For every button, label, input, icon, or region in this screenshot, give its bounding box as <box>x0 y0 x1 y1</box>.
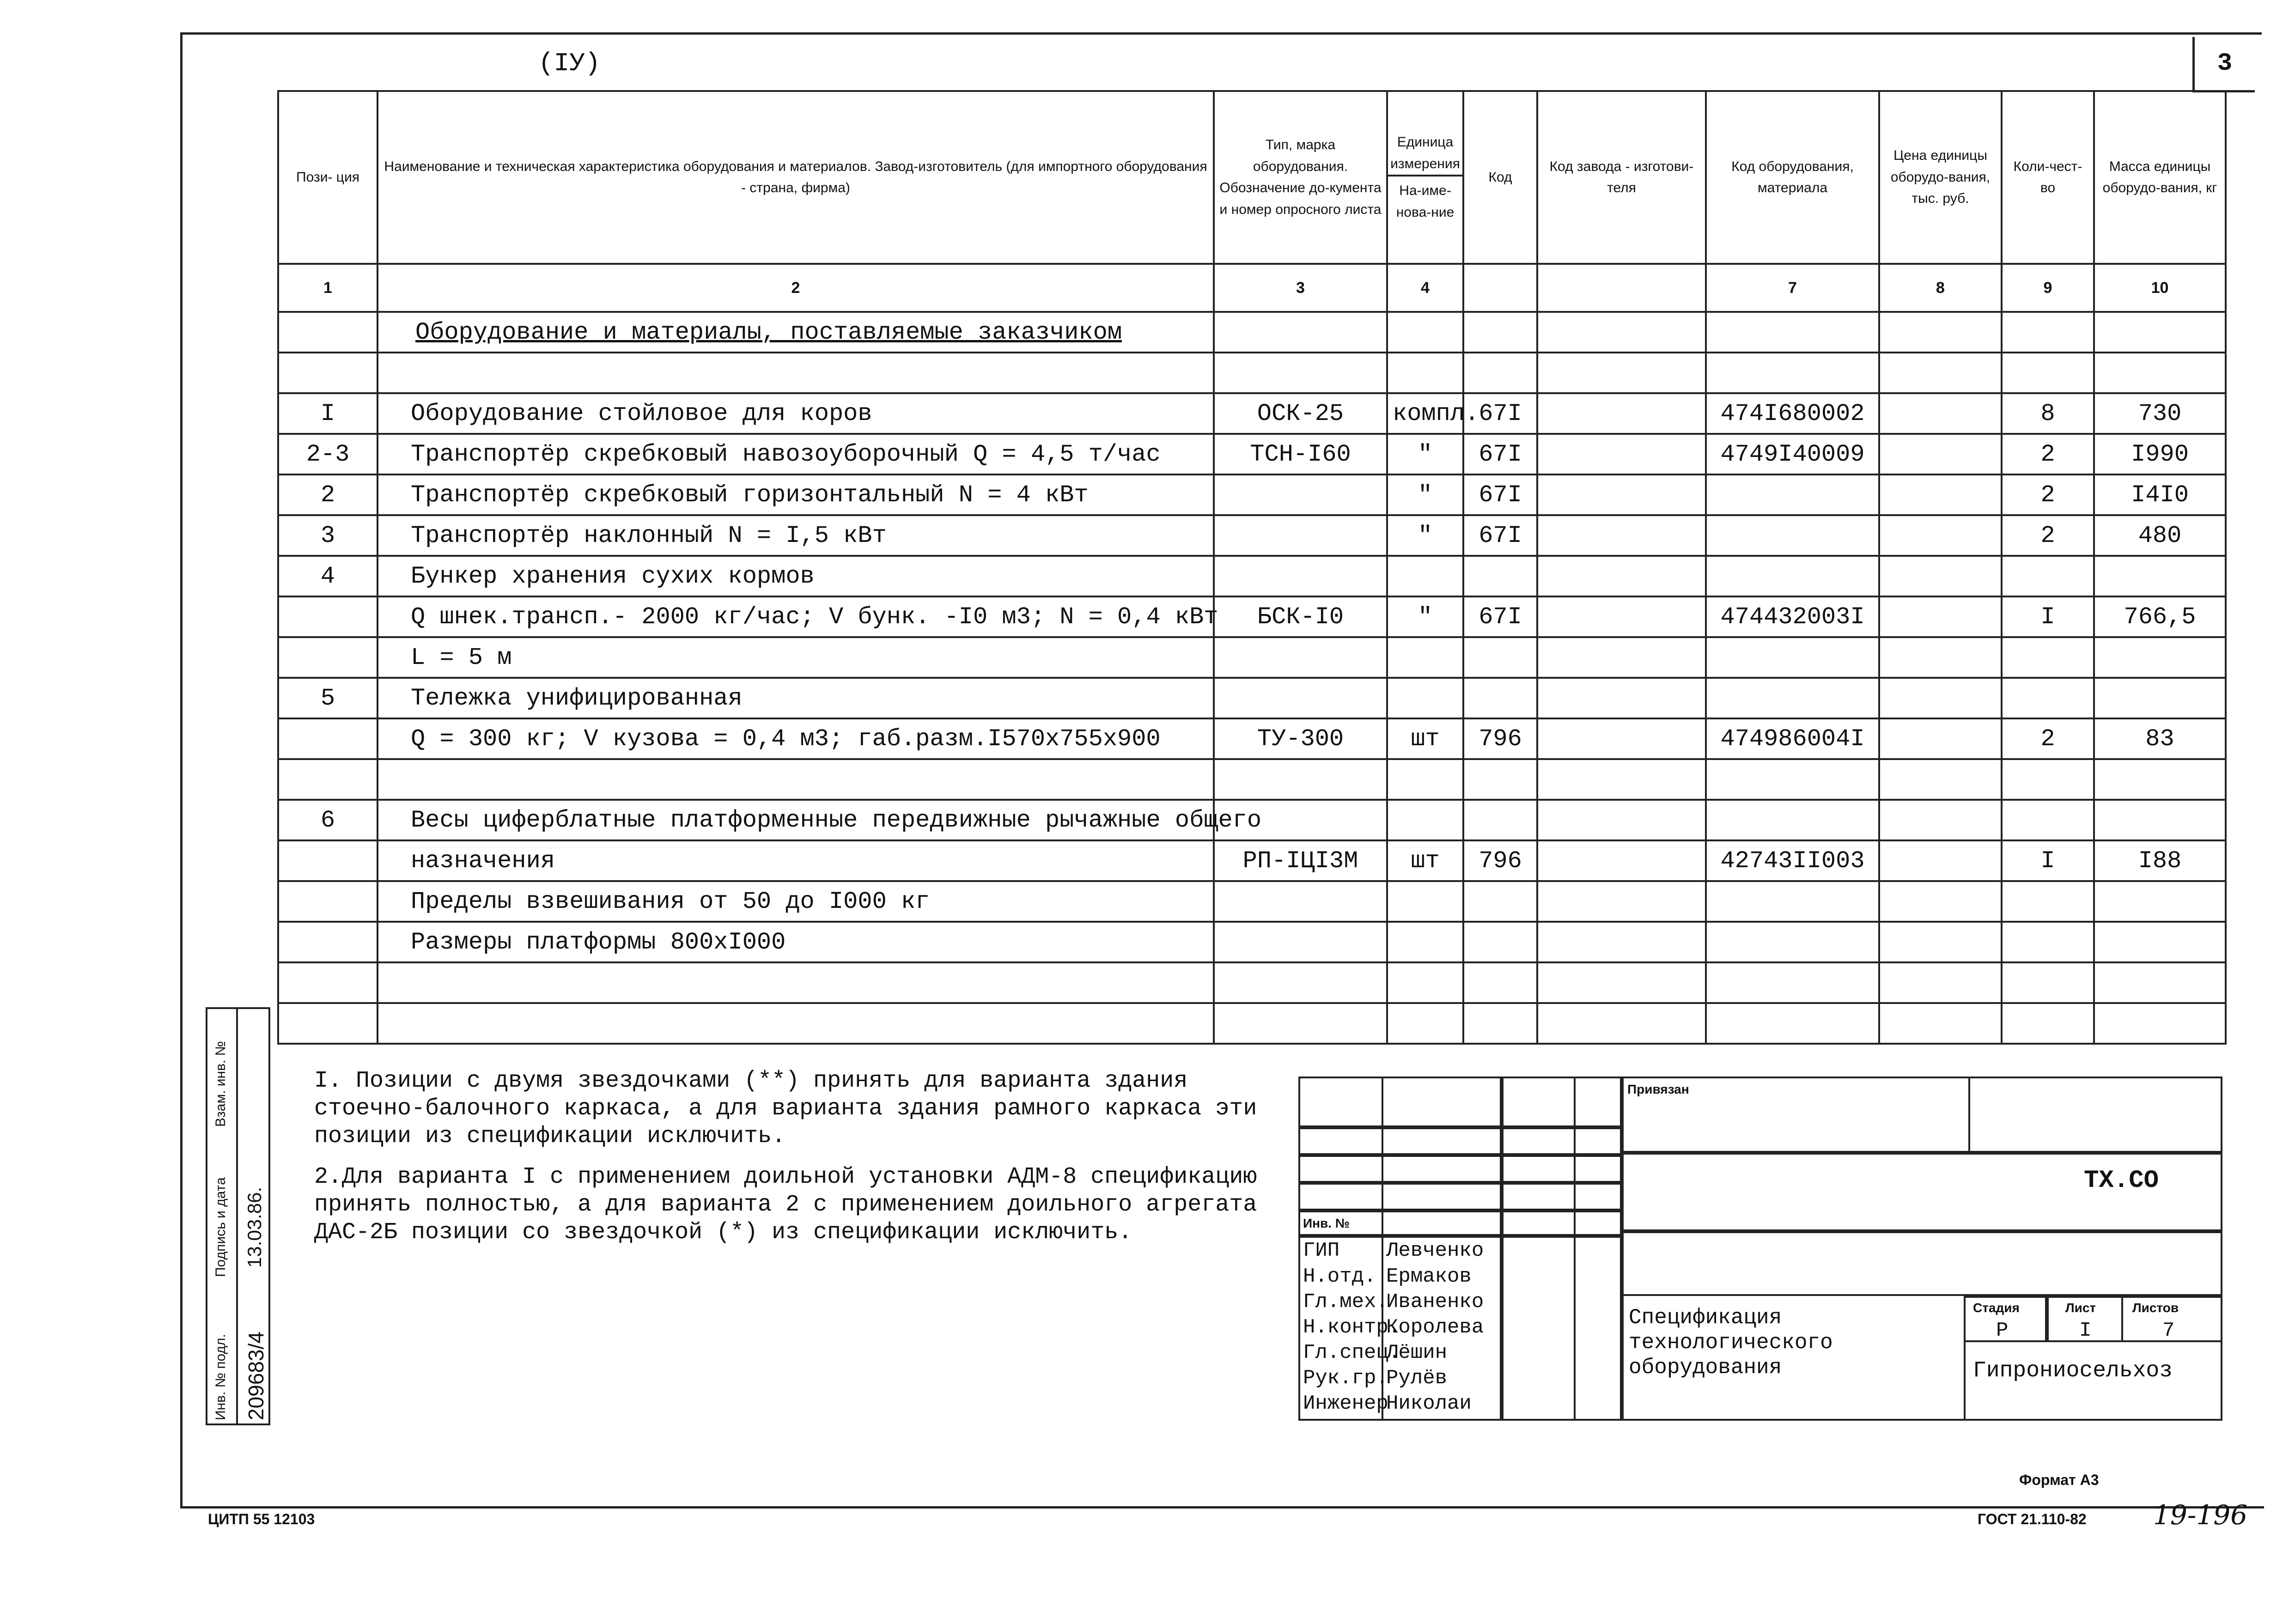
cell-code: 796 <box>1463 840 1537 881</box>
footer-left: ЦИТП 55 12103 <box>208 1511 315 1527</box>
cell-mass <box>2094 353 2226 393</box>
cell-plant <box>1537 881 1706 922</box>
col-num: 8 <box>1879 264 2002 312</box>
cell-type <box>1214 678 1387 718</box>
cell-name: Транспортёр скребковый навозоуборочный Q = 4,5 т/час <box>377 434 1214 474</box>
cell-plant <box>1537 922 1706 962</box>
cell-pos: 5 <box>278 678 377 718</box>
cell-equip-code <box>1706 515 1879 556</box>
cell-unit <box>1387 678 1463 718</box>
sheet-label: Лист <box>2065 1301 2096 1315</box>
cell-plant <box>1537 962 1706 1003</box>
part-label: (IУ) <box>538 49 601 78</box>
cell-plant <box>1537 718 1706 759</box>
table-row <box>278 556 2226 596</box>
cell-plant <box>1537 678 1706 718</box>
cell-pos: 2 <box>278 474 377 515</box>
cell-type <box>1214 962 1387 1003</box>
stage-value: Р <box>1996 1319 2009 1342</box>
col-unit-name-header <box>1387 91 1463 264</box>
cell-type <box>1214 515 1387 556</box>
cell-equip-code <box>1706 962 1879 1003</box>
signer-name: Ермаков <box>1386 1265 1472 1288</box>
signer-role: Инженер <box>1303 1392 1388 1415</box>
cell-plant <box>1537 474 1706 515</box>
cell-name: Оборудование стойловое для коров <box>377 393 1214 434</box>
col-name-header: Наименование и техническая характеристика оборудования и материалов. Завод-изготовитель (для импортного оборудования - страна, фирма) <box>377 91 1214 264</box>
cell-pos <box>278 881 377 922</box>
cell-qty: I <box>2002 840 2094 881</box>
cell-code <box>1463 800 1537 840</box>
cell-price <box>1879 718 2002 759</box>
cell-plant <box>1537 1003 1706 1044</box>
signature-label: Подпись и дата <box>213 1177 228 1277</box>
signer-name: Левченко <box>1386 1239 1484 1262</box>
table-row <box>278 474 2226 515</box>
cell-pos <box>278 596 377 637</box>
cell-code: 67I <box>1463 474 1537 515</box>
cell-mass <box>2094 962 2226 1003</box>
cell-equip-code <box>1706 800 1879 840</box>
cell-qty: 2 <box>2002 718 2094 759</box>
cell-unit <box>1387 1003 1463 1044</box>
cell-mass <box>2094 637 2226 678</box>
cell-mass: 730 <box>2094 393 2226 434</box>
sheets-label: Листов <box>2132 1301 2179 1315</box>
cell-plant <box>1537 800 1706 840</box>
col-num: 3 <box>1214 264 1387 312</box>
gost-label: ГОСТ 21.110-82 <box>1978 1511 2087 1527</box>
stage-label: Стадия <box>1973 1301 2020 1315</box>
cell-name: Q = 300 кг; V кузова = 0,4 м3; габ.разм.I570x755x900 <box>377 718 1214 759</box>
cell-plant <box>1537 840 1706 881</box>
cell-code <box>1463 962 1537 1003</box>
cell-qty: 2 <box>2002 515 2094 556</box>
inv-label: Инв. № <box>1303 1216 1350 1230</box>
date-value: 13.03.86. <box>244 1186 265 1268</box>
cell-pos <box>278 637 377 678</box>
cell-equip-code <box>1706 637 1879 678</box>
doc-title: Спецификация технологического оборудования <box>1629 1306 1833 1380</box>
cell-qty <box>2002 678 2094 718</box>
signer-role: Н.отд. <box>1303 1265 1376 1288</box>
col-type-header: Тип, марка оборудования. Обозначение до-кумента и номер опросного листа <box>1214 91 1387 264</box>
sheets-value: 7 <box>2162 1319 2175 1342</box>
cell-plant <box>1537 637 1706 678</box>
table-row <box>278 515 2226 556</box>
cell-code: 67I <box>1463 434 1537 474</box>
cell-unit: шт <box>1387 840 1463 881</box>
signer-name: Королева <box>1386 1316 1484 1339</box>
cell-mass: 766,5 <box>2094 596 2226 637</box>
cell-unit <box>1387 800 1463 840</box>
note-1: I. Позиции с двумя звездочками (**) принять для варианта здания стоечно-балочного каркаса, а для варианта здания рамного каркаса эти позиции из спецификации исключить. <box>314 1068 1257 1150</box>
table-row <box>278 840 2226 881</box>
col-num <box>1463 264 1537 312</box>
side-strip <box>206 1007 270 1425</box>
cell-qty <box>2002 881 2094 922</box>
column-number-row <box>278 264 2226 312</box>
cell-code: 67I <box>1463 393 1537 434</box>
cell-price <box>1879 678 2002 718</box>
inv-value: 209683/4 <box>244 1332 268 1420</box>
cell-type <box>1214 881 1387 922</box>
cell-mass <box>2094 922 2226 962</box>
col-position-header: Пози- ция <box>278 91 377 264</box>
cell-plant <box>1537 393 1706 434</box>
cell-name <box>377 353 1214 393</box>
section-title: Оборудование и материалы, поставляемые заказчиком <box>377 312 1214 353</box>
cell-qty: 8 <box>2002 393 2094 434</box>
cell-type <box>1214 637 1387 678</box>
cell-price <box>1879 800 2002 840</box>
table-body <box>278 353 2226 1044</box>
replace-label: Взам. инв. № <box>213 1041 228 1127</box>
title-block <box>1298 1077 2222 1421</box>
cell-price <box>1879 922 2002 962</box>
sheet-number: 3 <box>2217 49 2233 78</box>
cell-price <box>1879 840 2002 881</box>
cell-type <box>1214 759 1387 800</box>
cell-equip-code <box>1706 474 1879 515</box>
cell-mass <box>2094 556 2226 596</box>
cell-code <box>1463 556 1537 596</box>
cell-type: БСК-I0 <box>1214 596 1387 637</box>
cell-equip-code <box>1706 881 1879 922</box>
unit-group-header: Единица измерения <box>1388 132 1462 176</box>
cell-qty <box>2002 962 2094 1003</box>
specification-table <box>277 90 2227 1045</box>
cell-equip-code: 474986004I <box>1706 718 1879 759</box>
cell-qty: 2 <box>2002 474 2094 515</box>
cell-unit: компл. <box>1387 393 1463 434</box>
header-row <box>278 91 2226 264</box>
cell-pos <box>278 840 377 881</box>
cell-code <box>1463 881 1537 922</box>
cell-unit <box>1387 881 1463 922</box>
col-equip-code-header: Код оборудования, материала <box>1706 91 1879 264</box>
table-row <box>278 393 2226 434</box>
cell-code <box>1463 637 1537 678</box>
sheet-value: I <box>2079 1319 2092 1342</box>
cell-mass: I990 <box>2094 434 2226 474</box>
col-plant-code-header: Код завода - изготови-теля <box>1537 91 1706 264</box>
cell-pos: I <box>278 393 377 434</box>
table-row <box>278 596 2226 637</box>
cell-name: Транспортёр наклонный N = I,5 кВт <box>377 515 1214 556</box>
signer-role: Н.контр. <box>1303 1316 1401 1339</box>
table-row <box>278 718 2226 759</box>
cell-qty <box>2002 800 2094 840</box>
cell-plant <box>1537 434 1706 474</box>
cell-mass: 480 <box>2094 515 2226 556</box>
col-num: 9 <box>2002 264 2094 312</box>
cell-plant <box>1537 515 1706 556</box>
cell-name: Q шнек.трансп.- 2000 кг/час; V бунк. -I0 м3; N = 0,4 кВт <box>377 596 1214 637</box>
col-num: 10 <box>2094 264 2226 312</box>
cell-mass <box>2094 800 2226 840</box>
cell-qty: I <box>2002 596 2094 637</box>
cell-pos: 6 <box>278 800 377 840</box>
organization: Гипрониосельхоз <box>1973 1358 2173 1383</box>
cell-pos: 2-3 <box>278 434 377 474</box>
cell-type: ТУ-300 <box>1214 718 1387 759</box>
cell-unit: " <box>1387 596 1463 637</box>
cell-unit <box>1387 922 1463 962</box>
cell-equip-code <box>1706 759 1879 800</box>
cell-price <box>1879 962 2002 1003</box>
cell-pos <box>278 962 377 1003</box>
cell-plant <box>1537 759 1706 800</box>
cell-qty <box>2002 637 2094 678</box>
cell-qty <box>2002 353 2094 393</box>
col-mass-header: Масса единицы оборудо-вания, кг <box>2094 91 2226 264</box>
cell-mass: 83 <box>2094 718 2226 759</box>
cell-qty <box>2002 922 2094 962</box>
cell-plant <box>1537 353 1706 393</box>
cell-price <box>1879 393 2002 434</box>
cell-price <box>1879 596 2002 637</box>
col-price-header: Цена единицы оборудо-вания, тыс. руб. <box>1879 91 2002 264</box>
cell-unit <box>1387 759 1463 800</box>
cell-qty <box>2002 759 2094 800</box>
col-num: 2 <box>377 264 1214 312</box>
cell-price <box>1879 759 2002 800</box>
col-unit-code-header: Код <box>1463 91 1537 264</box>
cell-equip-code <box>1706 1003 1879 1044</box>
cell-code: 67I <box>1463 515 1537 556</box>
signer-role: Гл.мех. <box>1303 1290 1388 1314</box>
cell-price <box>1879 881 2002 922</box>
cell-type <box>1214 922 1387 962</box>
cell-unit: " <box>1387 515 1463 556</box>
cell-pos <box>278 353 377 393</box>
cell-equip-code: 474I680002 <box>1706 393 1879 434</box>
cell-unit: " <box>1387 434 1463 474</box>
signer-role: Гл.спец. <box>1303 1341 1401 1364</box>
table-row <box>278 1003 2226 1044</box>
cell-plant <box>1537 596 1706 637</box>
cell-name: Бункер хранения сухих кормов <box>377 556 1214 596</box>
table-row <box>278 881 2226 922</box>
table-row <box>278 678 2226 718</box>
col-num: 4 <box>1387 264 1463 312</box>
table-row <box>278 353 2226 393</box>
cell-mass: I4I0 <box>2094 474 2226 515</box>
cell-equip-code <box>1706 922 1879 962</box>
cell-mass: I88 <box>2094 840 2226 881</box>
cell-price <box>1879 474 2002 515</box>
cell-name <box>377 1003 1214 1044</box>
table-row <box>278 637 2226 678</box>
cell-type <box>1214 353 1387 393</box>
cell-type: ТСН-I60 <box>1214 434 1387 474</box>
cell-unit <box>1387 353 1463 393</box>
col-num: 1 <box>278 264 377 312</box>
cell-name: L = 5 м <box>377 637 1214 678</box>
cell-unit: шт <box>1387 718 1463 759</box>
cell-type: РП-IЦI3М <box>1214 840 1387 881</box>
cell-mass <box>2094 1003 2226 1044</box>
cell-code <box>1463 922 1537 962</box>
table-row <box>278 922 2226 962</box>
cell-equip-code: 474432003I <box>1706 596 1879 637</box>
cell-name: Транспортёр скребковый горизонтальный N = 4 кВт <box>377 474 1214 515</box>
signer-name: Николаи <box>1386 1392 1472 1415</box>
cell-code: 796 <box>1463 718 1537 759</box>
format-label: Формат А3 <box>2019 1472 2099 1488</box>
cell-name <box>377 759 1214 800</box>
cell-code <box>1463 1003 1537 1044</box>
signer-name: Иваненко <box>1386 1290 1484 1314</box>
doc-code: TX.CO <box>2084 1167 2159 1195</box>
cell-name: назначения <box>377 840 1214 881</box>
cell-plant <box>1537 556 1706 596</box>
cell-equip-code: 42743II003 <box>1706 840 1879 881</box>
cell-price <box>1879 434 2002 474</box>
cell-unit <box>1387 637 1463 678</box>
cell-type <box>1214 556 1387 596</box>
cell-qty: 2 <box>2002 434 2094 474</box>
section-title-row <box>278 312 2226 353</box>
cell-unit: " <box>1387 474 1463 515</box>
signer-name: Рулёв <box>1386 1367 1448 1390</box>
cell-unit <box>1387 556 1463 596</box>
cell-equip-code <box>1706 353 1879 393</box>
table-row <box>278 962 2226 1003</box>
cell-mass <box>2094 881 2226 922</box>
cell-pos <box>278 1003 377 1044</box>
signer-role: ГИП <box>1303 1239 1340 1262</box>
cell-code <box>1463 759 1537 800</box>
cell-code: 67I <box>1463 596 1537 637</box>
cell-equip-code <box>1706 556 1879 596</box>
cell-price <box>1879 515 2002 556</box>
table-row <box>278 759 2226 800</box>
cell-name: Пределы взвешивания от 50 до I000 кг <box>377 881 1214 922</box>
col-qty-header: Коли-чест-во <box>2002 91 2094 264</box>
signer-role: Рук.гр. <box>1303 1367 1388 1390</box>
cell-type <box>1214 474 1387 515</box>
sheet-number-box <box>2192 37 2255 92</box>
cell-price <box>1879 556 2002 596</box>
cell-name: Размеры платформы 800xI000 <box>377 922 1214 962</box>
cell-price <box>1879 353 2002 393</box>
cell-pos: 4 <box>278 556 377 596</box>
cell-equip-code <box>1706 678 1879 718</box>
note-2: 2.Для варианта I с применением доильной установки АДМ-8 спецификацию принять полностью, а для варианта 2 с применением доильного агрегата ДАС-2Б позиции со звездочкой (*) из спецификации исключить. <box>314 1164 1257 1246</box>
cell-code <box>1463 678 1537 718</box>
cell-name <box>377 962 1214 1003</box>
page-number: 19-196 <box>2153 1499 2248 1531</box>
cell-name: Тележка унифицированная <box>377 678 1214 718</box>
cell-pos <box>278 718 377 759</box>
cell-price <box>1879 1003 2002 1044</box>
cell-name: Весы циферблатные платформенные передвижные рычажные общего <box>377 800 1214 840</box>
col-num: 7 <box>1706 264 1879 312</box>
signer-name: Лёшин <box>1386 1341 1448 1364</box>
cell-unit <box>1387 962 1463 1003</box>
cell-pos <box>278 759 377 800</box>
cell-price <box>1879 637 2002 678</box>
cell-mass <box>2094 678 2226 718</box>
cell-type: ОСК-25 <box>1214 393 1387 434</box>
cell-mass <box>2094 759 2226 800</box>
table-row <box>278 434 2226 474</box>
notes <box>314 1067 1308 1259</box>
cell-equip-code: 4749I40009 <box>1706 434 1879 474</box>
col-num <box>1537 264 1706 312</box>
inv-no-label: Инв. № подл. <box>213 1334 228 1420</box>
cell-pos <box>278 922 377 962</box>
cell-code <box>1463 353 1537 393</box>
table-row <box>278 800 2226 840</box>
unit-name-subheader: На-име-нова-ние <box>1396 183 1455 220</box>
cell-qty <box>2002 1003 2094 1044</box>
cell-pos: 3 <box>278 515 377 556</box>
attached-label: Привязан <box>1627 1082 1689 1096</box>
cell-qty <box>2002 556 2094 596</box>
cell-type <box>1214 1003 1387 1044</box>
